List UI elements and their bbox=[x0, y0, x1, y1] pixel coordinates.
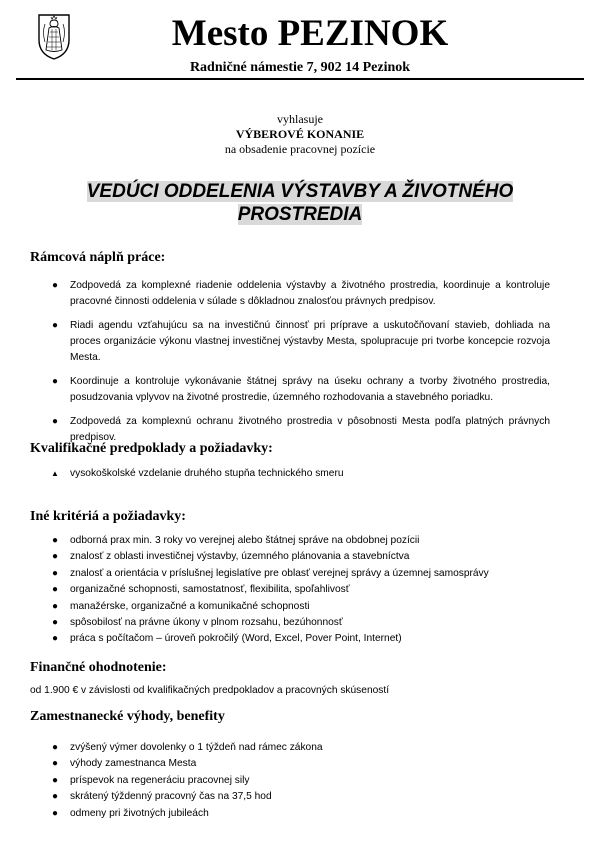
list-item: ● výhody zamestnanca Mesta bbox=[0, 756, 600, 772]
bullet-icon: ● bbox=[52, 807, 59, 819]
bullet-icon: ● bbox=[52, 551, 59, 563]
bullet-icon: ● bbox=[52, 376, 59, 387]
list-item: ● znalosť a orientácia v príslušnej legislatíve pre oblasť verejnej správy a územnej samosprávy bbox=[0, 566, 600, 582]
bullet-icon: ● bbox=[52, 280, 59, 291]
announcement-line-2: VÝBEROVÉ KONANIE bbox=[235, 127, 365, 141]
list-item: ● odborná prax min. 3 roky vo verejnej alebo štátnej správe na obdobnej pozícii bbox=[0, 533, 600, 549]
bullet-icon: ● bbox=[52, 600, 59, 612]
header-divider bbox=[16, 78, 584, 80]
bullet-icon: ● bbox=[52, 535, 59, 546]
bullet-icon: ● bbox=[52, 320, 59, 331]
criteria-list bbox=[0, 533, 600, 648]
bullet-icon: ● bbox=[52, 617, 59, 629]
salary-heading: Finančné ohodnotenie: bbox=[30, 660, 167, 675]
benefits-list bbox=[0, 740, 600, 822]
bullet-icon: ● bbox=[52, 584, 59, 596]
list-item: ● organizačné schopnosti, samostatnosť, flexibilita, spoľahlivosť bbox=[0, 582, 600, 598]
bullet-icon: ● bbox=[52, 758, 59, 770]
announcement-line-3: na obsadenie pracovnej pozície bbox=[224, 142, 376, 156]
bullet-icon: ● bbox=[52, 791, 59, 803]
announcement-line-1: vyhlasuje bbox=[277, 112, 323, 126]
list-item: ● spôsobilosť na právne úkony v plnom rozsahu, bezúhonnosť bbox=[0, 615, 600, 631]
list-item: ● Zodpovedá za komplexnú ochranu životného prostredia v pôsobnosti Mesta podľa platných právnych predpisov. bbox=[52, 416, 550, 443]
bullet-icon: ● bbox=[52, 567, 59, 579]
list-item: ● manažérske, organizačné a komunikačné schopnosti bbox=[0, 599, 600, 615]
qualification-list bbox=[0, 466, 600, 482]
list-item: ● zvýšený výmer dovolenky o 1 týždeň nad rámec zákona bbox=[0, 740, 600, 756]
list-item: ● znalosť z oblasti investičnej výstavby, územného plánovania a stavebníctva bbox=[0, 549, 600, 565]
coat-of-arms-icon bbox=[37, 12, 71, 60]
criteria-heading: Iné kritériá a požiadavky: bbox=[30, 509, 186, 524]
bullet-icon: ● bbox=[52, 742, 59, 753]
list-item: ● Koordinuje a kontroluje vykonávanie štátnej správy na úseku ochrany a tvorby životného prostredia, posudzovania vplyvov na životné prostredie, územného rozhodovania a stavebného poriadku. bbox=[52, 376, 550, 403]
list-item: ● práca s počítačom – úroveň pokročilý (Word, Excel, Pover Point, Internet) bbox=[0, 631, 600, 647]
bullet-icon: ● bbox=[52, 774, 59, 786]
bullet-icon: ● bbox=[52, 416, 59, 427]
list-item: ▲ vysokoškolské vzdelanie druhého stupňa technického smeru bbox=[0, 466, 600, 482]
triangle-bullet-icon: ▲ bbox=[51, 469, 59, 478]
qualification-heading: Kvalifikačné predpoklady a požiadavky: bbox=[30, 441, 273, 456]
bullet-icon: ● bbox=[52, 633, 59, 645]
position-title-line-2: PROSTREDIA bbox=[237, 204, 363, 225]
town-address: Radničné námestie 7, 902 14 Pezinok bbox=[189, 60, 411, 75]
list-item: ● príspevok na regeneráciu pracovnej sily bbox=[0, 773, 600, 789]
announcement bbox=[0, 112, 600, 157]
town-title: Mesto PEZINOK bbox=[171, 13, 449, 54]
position-title-line-1: VEDÚCI ODDELENIA VÝSTAVBY A ŽIVOTNÉHO bbox=[86, 181, 514, 202]
duties-list bbox=[0, 278, 600, 446]
duties-heading: Rámcová náplň práce: bbox=[30, 250, 166, 265]
list-item: ● Zodpovedá za komplexné riadenie oddelenia výstavby a životného prostredia, koordinuje a kontroluje pracovné činnosti oddelenia v súlade s dôkladnou znalosťou právnych predpisov. bbox=[52, 280, 550, 307]
letterhead bbox=[0, 0, 600, 80]
list-item: ● odmeny pri životných jubileách bbox=[0, 806, 600, 822]
list-item: ● Riadi agendu vzťahujúcu sa na investičnú činnosť pri príprave a uskutočňovaní stavieb, dohliada na proces organizácie výkonu vlastnej investičnej výstavby Mesta, spolupracuje pri tvorbe koncepcie rozvoja Mesta. bbox=[52, 320, 550, 363]
salary-text: od 1.900 € v závislosti od kvalifikačných predpokladov a pracovných skúseností bbox=[30, 685, 390, 696]
benefits-heading: Zamestnanecké výhody, benefity bbox=[30, 709, 225, 724]
list-item: ● skrátený týždenný pracovný čas na 37,5 hod bbox=[0, 789, 600, 805]
position-title bbox=[40, 180, 560, 226]
